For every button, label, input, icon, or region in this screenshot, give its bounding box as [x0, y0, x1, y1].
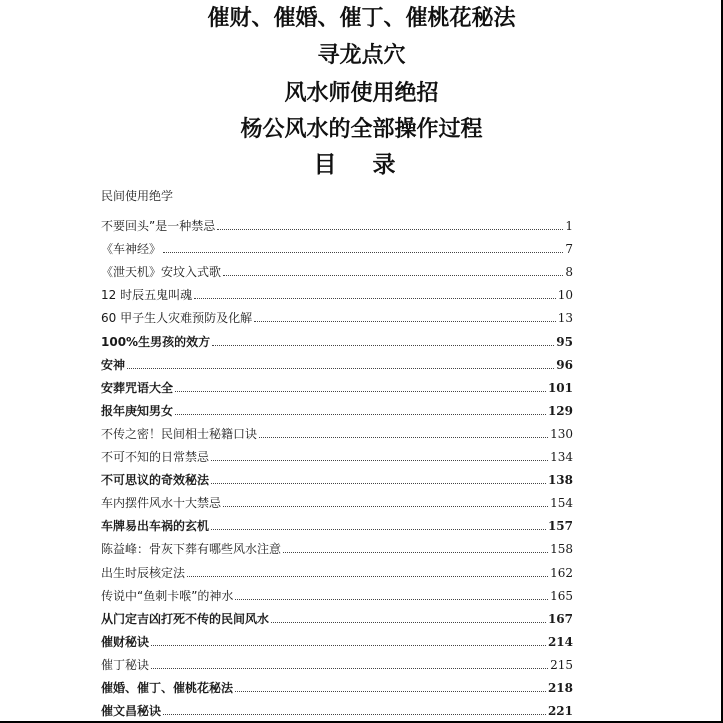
dot-leader — [175, 391, 546, 392]
dot-leader — [259, 437, 548, 438]
toc-entry-title: 车牌易出车祸的玄机 — [101, 519, 210, 534]
toc-entry-title: 不可思议的奇效秘法 — [101, 473, 210, 488]
toc-entry-title: 催婚、催丁、催桃花秘法 — [101, 680, 234, 695]
dot-leader — [235, 599, 548, 600]
toc-entry[interactable] — [101, 419, 573, 442]
toc-entry-title: 安神 — [101, 357, 126, 372]
toc-entry-page-number: 1 — [565, 219, 573, 234]
toc-entry-title: 60 甲子生人灾难预防及化解 — [101, 311, 253, 326]
toc-entry-page-number: 10 — [557, 288, 573, 303]
dot-leader — [254, 321, 556, 322]
toc-entry-page-number: 130 — [550, 426, 573, 441]
toc-entry-title: 催丁秘诀 — [101, 657, 150, 672]
table-of-contents — [101, 211, 573, 719]
toc-entry-title: 催财秘诀 — [101, 634, 150, 649]
toc-heading: 目 录 — [313, 152, 410, 178]
section-heading: 民间使用绝学 — [101, 189, 174, 203]
dot-leader — [151, 668, 548, 669]
dot-leader — [271, 622, 546, 623]
toc-entry[interactable] — [101, 604, 573, 627]
toc-entry-page-number: 221 — [547, 704, 573, 719]
toc-entry-page-number: 215 — [550, 657, 573, 672]
toc-entry-title: 《泄天机》安坟入式歌 — [101, 265, 222, 280]
title-line-4: 杨公风水的全部操作过程 — [240, 117, 483, 142]
dot-leader — [212, 345, 554, 346]
toc-entry[interactable] — [101, 373, 573, 396]
toc-entry-page-number: 96 — [556, 357, 573, 372]
dot-leader — [223, 506, 548, 507]
toc-entry-page-number: 7 — [565, 242, 573, 257]
toc-entry-page-number: 218 — [547, 680, 573, 695]
toc-entry-title: 不可不知的日常禁忌 — [101, 450, 210, 465]
toc-entry[interactable] — [101, 280, 573, 303]
toc-entry[interactable] — [101, 488, 573, 511]
toc-entry[interactable] — [101, 350, 573, 373]
toc-entry[interactable] — [101, 465, 573, 488]
toc-entry[interactable] — [101, 396, 573, 419]
toc-entry[interactable] — [101, 557, 573, 580]
toc-entry-page-number: 165 — [550, 588, 573, 603]
toc-entry-title: 报年庚知男女 — [101, 403, 174, 418]
toc-entry-page-number: 129 — [547, 403, 573, 418]
toc-entry-page-number: 158 — [550, 542, 573, 557]
toc-entry-page-number: 8 — [565, 265, 573, 280]
toc-entry-page-number: 138 — [547, 473, 573, 488]
toc-entry-title: 不要回头”是一种禁忌 — [101, 219, 216, 234]
toc-entry[interactable] — [101, 442, 573, 465]
toc-entry-title: 陈益峰：骨灰下葬有哪些风水注意 — [101, 542, 282, 557]
title-line-3: 风水师使用绝招 — [284, 81, 439, 106]
toc-entry-page-number: 157 — [547, 519, 573, 534]
toc-entry[interactable] — [101, 696, 573, 719]
toc-entry-title: 100%生男孩的效方 — [101, 334, 211, 349]
title-line-2: 寻龙点穴 — [317, 43, 406, 68]
toc-entry[interactable] — [101, 534, 573, 557]
toc-entry-page-number: 167 — [547, 611, 573, 626]
toc-entry-title: 12 时辰五鬼叫魂 — [101, 288, 193, 303]
toc-entry-title: 从门定吉凶打死不传的民间风水 — [101, 611, 270, 626]
toc-entry[interactable] — [101, 211, 573, 234]
dot-leader — [211, 529, 546, 530]
toc-entry[interactable] — [101, 511, 573, 534]
toc-entry[interactable] — [101, 303, 573, 326]
dot-leader — [163, 714, 546, 715]
toc-entry-title: 不传之密！民间相士秘籍口诀 — [101, 426, 258, 441]
dot-leader — [127, 368, 554, 369]
toc-entry-page-number: 13 — [557, 311, 573, 326]
dot-leader — [223, 275, 563, 276]
toc-entry[interactable] — [101, 650, 573, 673]
toc-entry[interactable] — [101, 581, 573, 604]
dot-leader — [194, 298, 556, 299]
toc-entry-title: 车内摆件风水十大禁忌 — [101, 496, 222, 511]
dot-leader — [187, 576, 548, 577]
toc-entry-page-number: 95 — [556, 334, 573, 349]
dot-leader — [211, 460, 548, 461]
toc-entry-title: 出生时辰核定法 — [101, 565, 186, 580]
toc-entry-page-number: 162 — [550, 565, 573, 580]
toc-entry[interactable] — [101, 326, 573, 349]
title-line-1: 催财、催婚、催丁、催桃花秘法 — [207, 6, 516, 31]
toc-entry-page-number: 101 — [547, 380, 573, 395]
toc-entry-title: 《车神经》 — [101, 242, 162, 257]
toc-entry[interactable] — [101, 673, 573, 696]
dot-leader — [211, 483, 546, 484]
toc-entry-page-number: 214 — [547, 634, 573, 649]
toc-entry-page-number: 134 — [550, 450, 573, 465]
dot-leader — [217, 229, 563, 230]
toc-entry-title: 催文昌秘诀 — [101, 704, 162, 719]
dot-leader — [175, 414, 546, 415]
toc-entry[interactable] — [101, 234, 573, 257]
toc-entry-title: 安葬咒语大全 — [101, 380, 174, 395]
dot-leader — [283, 552, 548, 553]
toc-entry[interactable] — [101, 627, 573, 650]
dot-leader — [235, 691, 546, 692]
toc-entry-title: 传说中“鱼刺卡喉”的神水 — [101, 588, 234, 603]
dot-leader — [151, 645, 546, 646]
dot-leader — [163, 252, 563, 253]
toc-entry-page-number: 154 — [550, 496, 573, 511]
toc-entry[interactable] — [101, 257, 573, 280]
